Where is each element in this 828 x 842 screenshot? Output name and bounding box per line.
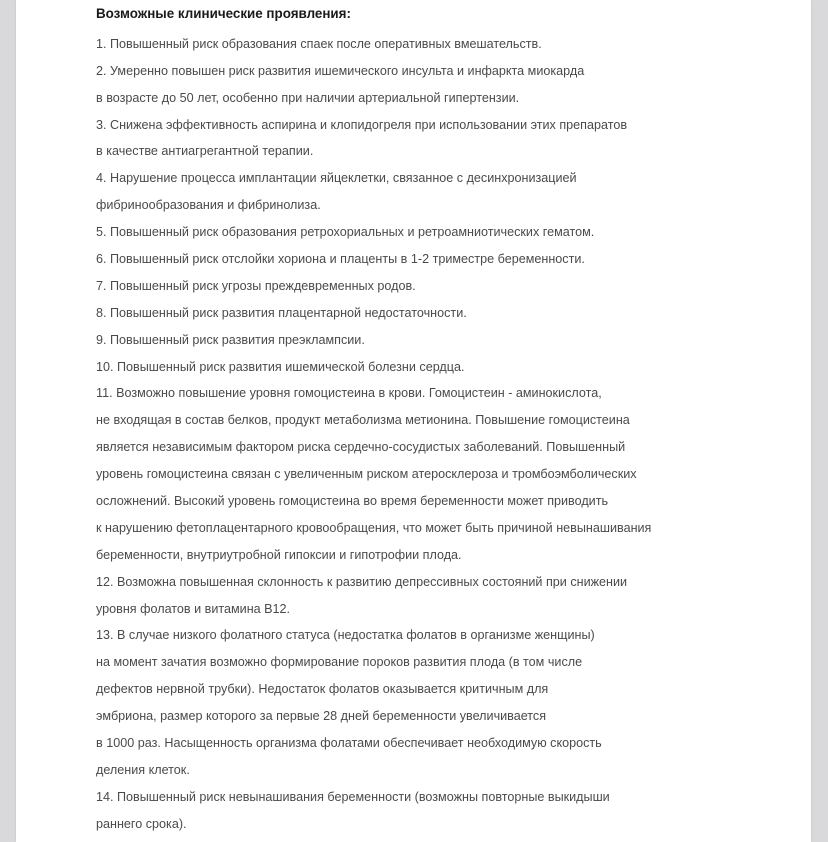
- text-line: 3. Снижена эффективность аспирина и клопидогреля при использовании этих препаратов: [96, 117, 628, 132]
- text-line: 13. В случае низкого фолатного статуса (недостатка фолатов в организме женщины): [96, 628, 595, 643]
- text-line: в 1000 раз. Насыщенность организма фолатами обеспечивает необходимую скорость: [96, 736, 602, 751]
- text-line: осложнений. Высокий уровень гомоцистеина во время беременности может приводить: [96, 494, 609, 509]
- text-line: фибринообразования и фибринолиза.: [96, 198, 321, 213]
- text-line: эмбриона, размер которого за первые 28 дней беременности увеличивается: [96, 709, 547, 724]
- text-line: 4. Нарушение процесса имплантации яйцеклетки, связанное с десинхронизацией: [96, 171, 577, 186]
- text-line: в качестве антиагрегантной терапии.: [96, 144, 314, 159]
- text-line: 11. Возможно повышение уровня гомоцистеина в крови. Гомоцистеин - аминокислота,: [96, 386, 602, 401]
- text-line: 12. Возможна повышенная склонность к развитию депрессивных состояний при снижении: [96, 574, 628, 589]
- text-line: беременности, внутриутробной гипоксии и гипотрофии плода.: [96, 547, 462, 562]
- text-line: 1. Повышенный риск образования спаек после оперативных вмешательств.: [96, 36, 542, 51]
- text-line: на момент зачатия возможно формирование пороков развития плода (в том числе: [96, 655, 583, 670]
- text-line: 2. Умеренно повышен риск развития ишемического инсульта и инфаркта миокарда: [96, 63, 585, 78]
- text-line: к нарушению фетоплацентарного кровообращения, что может быть причиной невынашивания: [96, 520, 652, 535]
- text-line: 14. Повышенный риск невынашивания беременности (возможны повторные выкидыши: [96, 789, 610, 804]
- text-line: в возрасте до 50 лет, особенно при наличии артериальной гипертензии.: [96, 90, 520, 105]
- text-line: 5. Повышенный риск образования ретрохориальных и ретроамниотических гематом.: [96, 225, 595, 240]
- text-line: является независимым фактором риска сердечно-сосудистых заболеваний. Повышенный: [96, 440, 626, 455]
- text-line: дефектов нервной трубки). Недостаток фолатов оказывается критичным для: [96, 682, 549, 697]
- text-line: уровень гомоцистеина связан с увеличенным риском атеросклероза и тромбоэмболических: [96, 467, 637, 482]
- text-line: 6. Повышенный риск отслойки хориона и плаценты в 1-2 триместре беременности.: [96, 252, 585, 267]
- text-line: не входящая в состав белков, продукт метаболизма метионина. Повышение гомоцистеина: [96, 413, 630, 428]
- document-page: [16, 0, 811, 842]
- text-line: 7. Повышенный риск угрозы преждевременных родов.: [96, 278, 416, 293]
- section-heading: Возможные клинические проявления:: [96, 6, 351, 21]
- text-line: раннего срока).: [96, 816, 187, 831]
- document-content: [96, 4, 796, 838]
- text-line: 8. Повышенный риск развития плацентарной недостаточности.: [96, 305, 467, 320]
- text-line: уровня фолатов и витамина B12.: [96, 601, 291, 616]
- text-line: 9. Повышенный риск развития преэклампсии.: [96, 332, 365, 347]
- text-line: 10. Повышенный риск развития ишемической болезни сердца.: [96, 359, 465, 374]
- text-line: деления клеток.: [96, 762, 190, 777]
